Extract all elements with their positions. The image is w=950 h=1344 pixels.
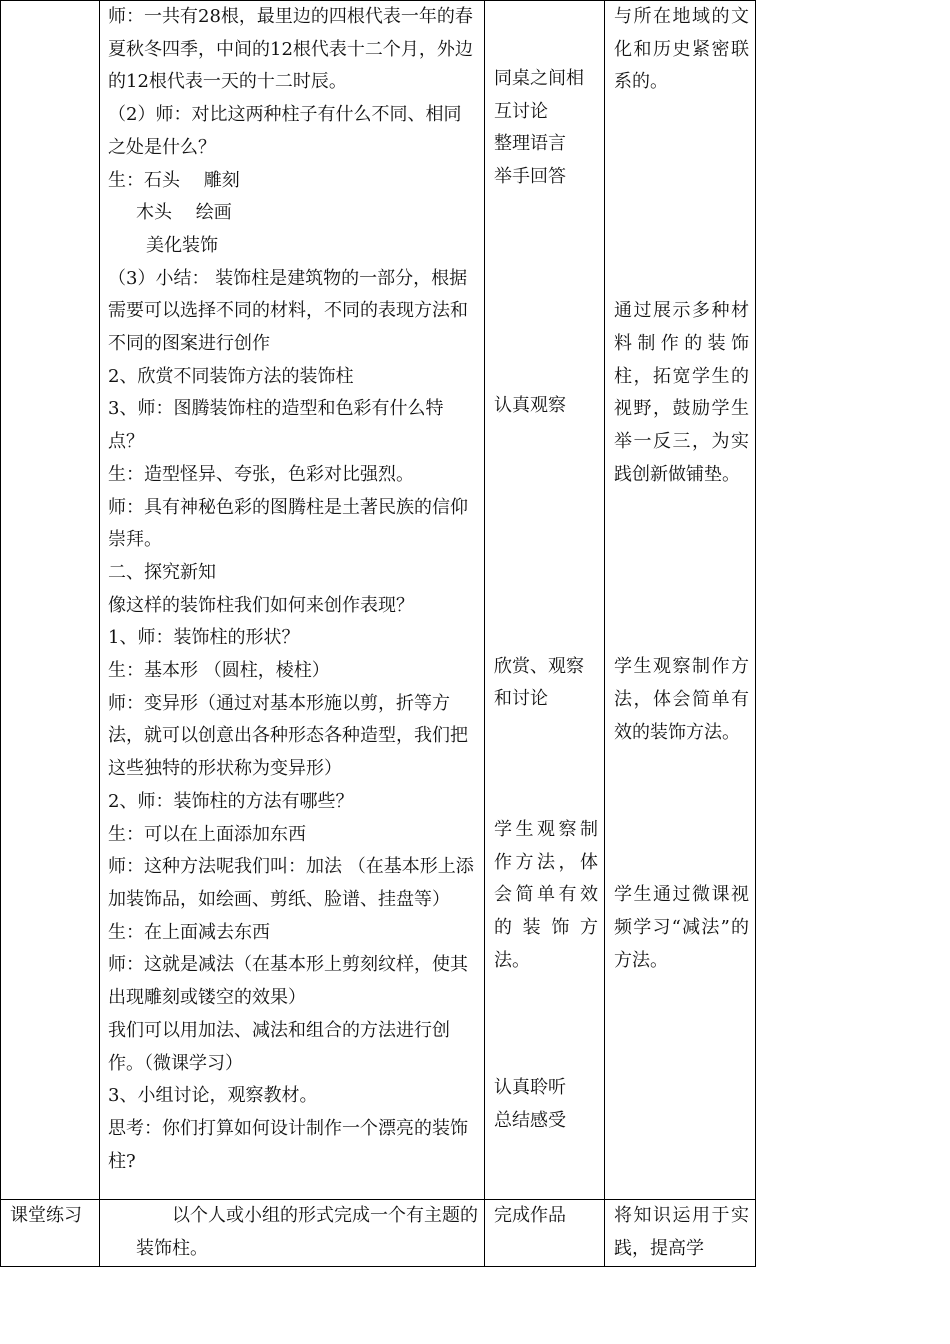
table-row: [1, 1200, 756, 1267]
content-paragraph: 师：这种方法呢我们叫：加法 （在基本形上添加装饰品，如绘画、剪纸、脸谱、挂盘等） 生：在上面减去东西: [108, 856, 474, 943]
content-paragraph: 像这样的装饰柱我们如何来创作表现？: [108, 594, 414, 616]
content-paragraph: 木头 绘画: [136, 202, 232, 224]
content-paragraph: （3）小结： 装饰柱是建筑物的一部分，根据需要可以选择不同的材料，不同的表现方法和不同的图案进行创作: [108, 267, 468, 355]
design-intent-cell: [605, 1200, 756, 1267]
stage-cell: [1, 1, 100, 1200]
content-paragraph: 1、师：装饰柱的形状？: [108, 627, 300, 649]
design-intent-text: 通过展示多种材料制作的装饰柱，拓宽学生的视野，鼓励学生举一反三，为实践创新做铺垫。: [614, 300, 749, 485]
student-activity-text: 欣赏、观察和讨论: [494, 655, 584, 710]
design-intent-cell: [605, 1, 756, 1200]
student-activity-cell: [485, 1200, 605, 1267]
content-paragraph: 我们可以用加法、减法和组合的方法进行创作。（微课学习）: [108, 1019, 450, 1074]
student-activity-text: 总结感受: [494, 1110, 566, 1132]
student-activity-cell: [485, 1, 605, 1200]
content-paragraph: 2、师：装饰柱的方法有哪些？: [108, 790, 354, 812]
teaching-content-cell: [100, 1200, 485, 1267]
section-heading: 二、探究新知: [108, 561, 216, 583]
content-paragraph: 师：这就是减法（在基本形上剪刻纹样，使其出现雕刻或镂空的效果）: [108, 954, 468, 1009]
content-paragraph: 3、小组讨论，观察教材。: [108, 1085, 318, 1107]
table-row: [1, 1, 756, 1200]
design-intent-text: 与所在地域的文化和历史紧密联系的。: [614, 6, 749, 93]
content-paragraph: 3、师：图腾装饰柱的造型和色彩有什么特点？: [108, 398, 444, 453]
design-intent-text: 学生观察制作方法，体会简单有效的装饰方法。: [614, 656, 749, 743]
stage-label: 课堂练习: [10, 1205, 82, 1226]
student-activity-text: 同桌之间相互讨论: [494, 68, 584, 122]
content-paragraph: 生：石头 雕刻: [108, 169, 240, 191]
teaching-content-cell: [100, 1, 485, 1200]
stage-cell: [1, 1200, 100, 1267]
content-paragraph: （2）师：对比这两种柱子有什么不同、相同之处是什么？: [108, 104, 462, 158]
content-paragraph: 生：可以在上面添加东西: [108, 823, 306, 845]
design-intent-text: 学生通过微课视频学习“减法”的方法。: [614, 884, 749, 971]
student-activity-text: 认真观察: [494, 394, 566, 416]
content-paragraph: 师：一共有28根，最里边的四根代表一年的春夏秋冬四季，中间的12根代表十二个月，外边的12根代表一天的十二时辰。: [108, 6, 473, 93]
student-activity-text: 举手回答: [494, 166, 566, 188]
content-paragraph: 思考：你们打算如何设计制作一个漂亮的装饰柱?: [108, 1117, 468, 1172]
content-paragraph: 师：具有神秘色彩的图腾柱是土著民族的信仰崇拜。: [108, 496, 468, 551]
content-paragraph: 以个人或小组的形式完成一个有主题的装饰柱。: [136, 1205, 478, 1259]
content-paragraph: 2、欣赏不同装饰方法的装饰柱: [108, 365, 354, 387]
content-paragraph: 师：变异形（通过对基本形施以剪，折等方法，就可以创意出各种形态各种造型，我们把这些独特的形状称为变异形）: [108, 692, 468, 780]
student-activity-text: 整理语言: [494, 133, 566, 155]
content-paragraph: 生：基本形 （圆柱，棱柱）: [108, 660, 330, 682]
student-activity-text: 认真聆听: [494, 1077, 566, 1099]
content-paragraph: 生：造型怪异、夸张，色彩对比强烈。: [108, 463, 414, 485]
student-activity-text: 学生观察制作方法，体会简单有效的装饰方法。: [494, 818, 598, 971]
design-intent-text: 将知识运用于实践，提高学: [614, 1205, 749, 1259]
content-paragraph: 美化装饰: [146, 234, 218, 256]
student-activity-text: 完成作品: [494, 1205, 566, 1226]
